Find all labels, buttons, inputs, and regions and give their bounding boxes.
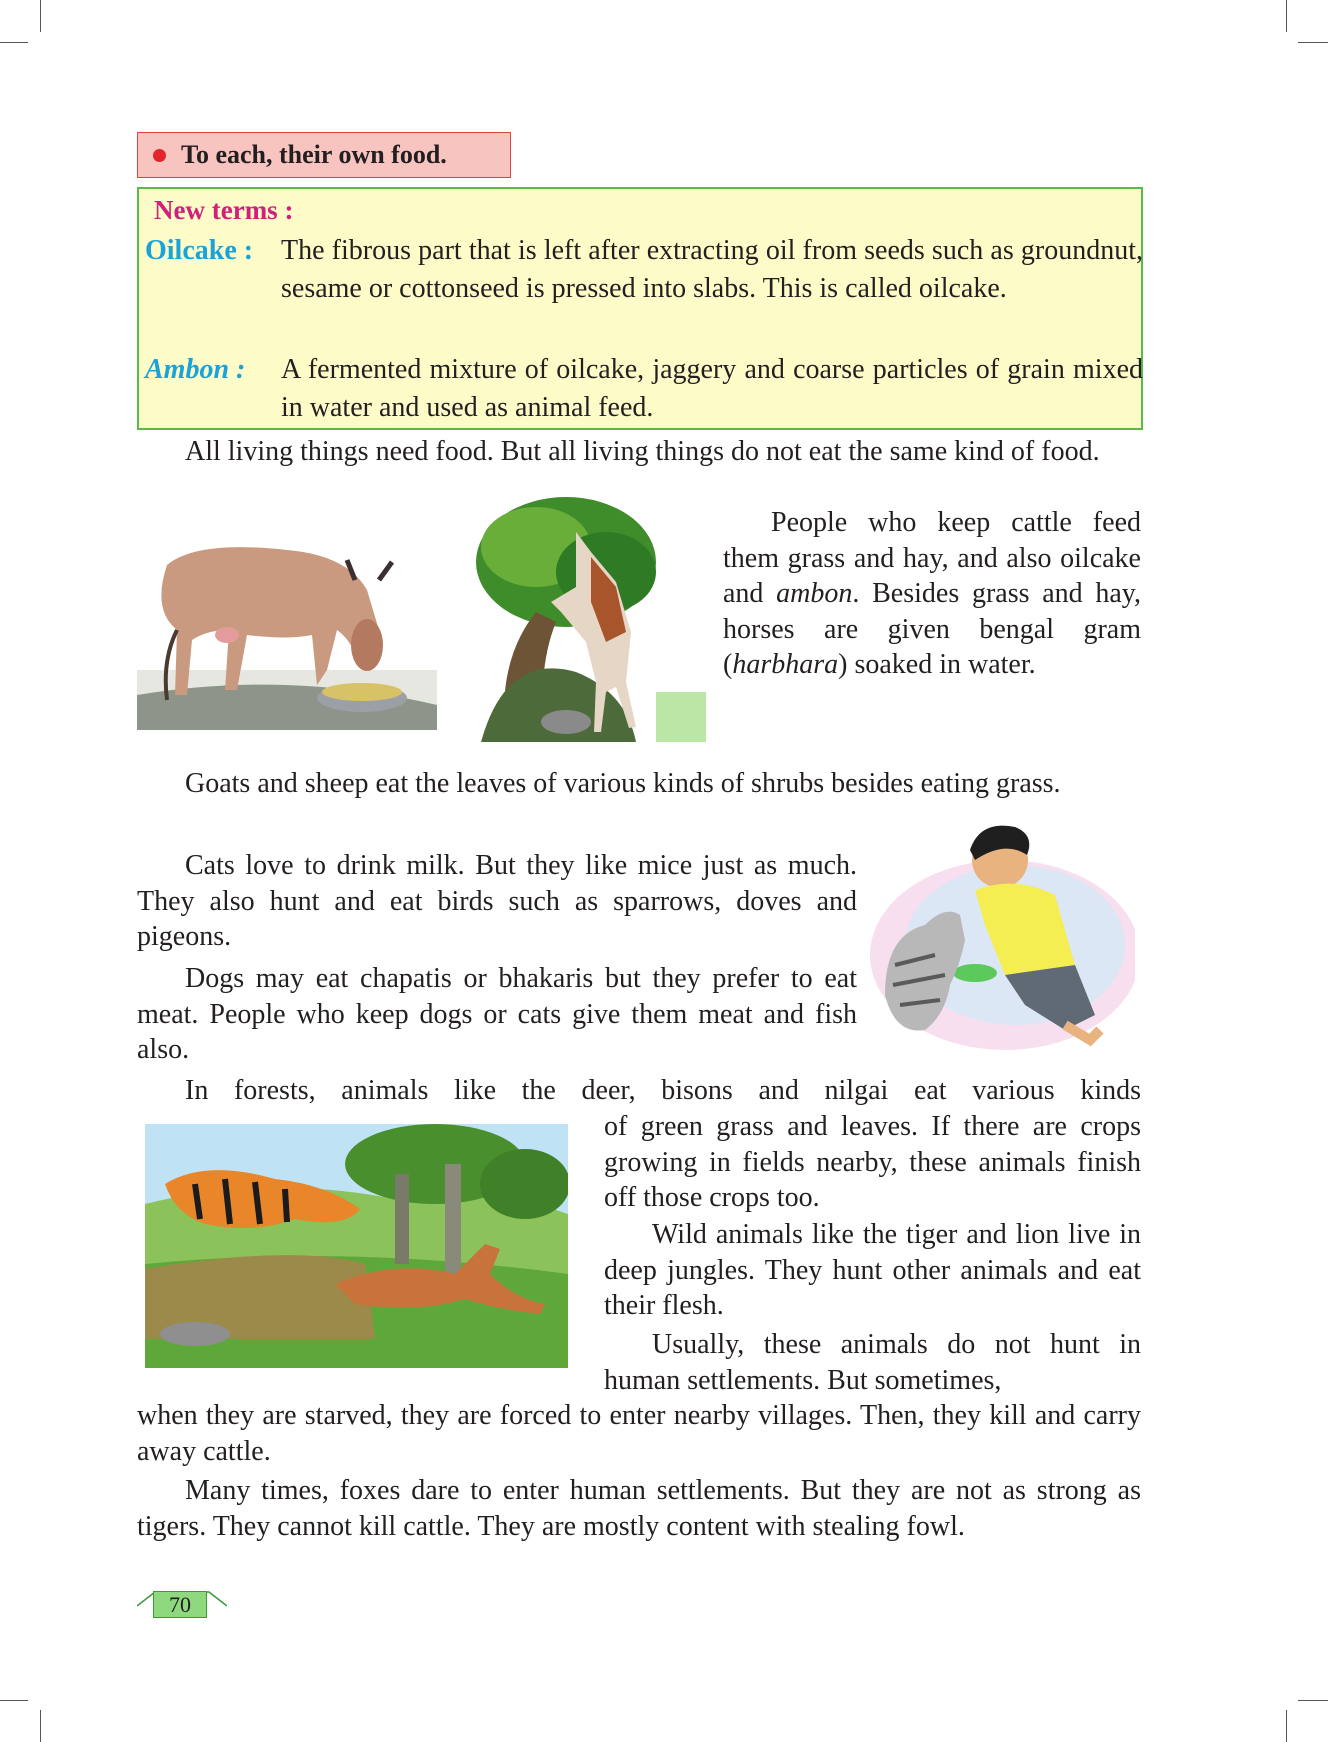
paragraph-text: ) soaked in water. bbox=[838, 649, 1036, 680]
paragraph: In forests, animals like the deer, bisons and nilgai eat various kinds bbox=[185, 1075, 1141, 1106]
term-label: Ambon : bbox=[145, 354, 246, 385]
crop-mark bbox=[40, 0, 41, 32]
crop-mark bbox=[1298, 1700, 1328, 1701]
new-terms-title: New terms : bbox=[154, 195, 294, 225]
page-number: 70 bbox=[153, 1591, 207, 1618]
term-definition: The fibrous part that is left after extracting oil from seeds such as groundnut, sesame or cottonseed is pressed into slabs. This is called oilcake. bbox=[281, 235, 1143, 304]
tiger-chasing-deer-illustration bbox=[145, 1124, 568, 1368]
crop-mark bbox=[1298, 42, 1328, 43]
paragraph: Many times, foxes dare to enter human settlements. But they are not as strong as tigers. They cannot kill cattle. They are mostly content with stealing fowl. bbox=[137, 1475, 1141, 1542]
crop-mark bbox=[1286, 1710, 1287, 1742]
paragraph-text: . Besides grass and hay, horses are given bengal gram ( bbox=[723, 578, 1141, 680]
paragraph-text: People who keep cattle feed them grass and hay, and also oilcake and bbox=[723, 507, 1141, 609]
term-definition: A fermented mixture of oilcake, jaggery and coarse particles of grain mixed in water and used as animal feed. bbox=[281, 354, 1143, 423]
crop-mark bbox=[0, 42, 28, 43]
paragraph: Wild animals like the tiger and lion live in deep jungles. They hunt other animals and eat their flesh. bbox=[604, 1219, 1141, 1321]
paragraph: Goats and sheep eat the leaves of various kinds of shrubs besides eating grass. bbox=[185, 768, 1061, 799]
term-oilcake bbox=[145, 232, 1143, 350]
paragraph-italic-term: ambon bbox=[776, 578, 853, 609]
crop-mark bbox=[0, 1700, 28, 1701]
cow-eating-illustration bbox=[137, 520, 437, 730]
paragraph: Usually, these animals do not hunt in human settlements. But sometimes, bbox=[604, 1329, 1141, 1396]
term-label: Oilcake : bbox=[145, 235, 254, 266]
paragraph: All living things need food. But all living things do not eat the same kind of food. bbox=[185, 436, 1100, 467]
boy-feeding-cat-illustration bbox=[865, 815, 1135, 1055]
section-heading-text: To each, their own food. bbox=[181, 140, 447, 169]
crop-mark bbox=[1286, 0, 1287, 32]
new-terms-box bbox=[137, 187, 1143, 430]
paragraph: when they are starved, they are forced to enter nearby villages. Then, they kill and carry away cattle. bbox=[137, 1400, 1141, 1467]
bullet-icon bbox=[153, 149, 166, 162]
paragraph: Cats love to drink milk. But they like mice just as much. They also hunt and eat birds such as sparrows, doves and pigeons. bbox=[137, 850, 857, 952]
paragraph: Dogs may eat chapatis or bhakaris but they prefer to eat meat. People who keep dogs or cats give them meat and fish also. bbox=[137, 963, 857, 1065]
paragraph bbox=[723, 505, 1141, 683]
page-number-badge bbox=[137, 1588, 227, 1620]
crop-mark bbox=[40, 1710, 41, 1742]
paragraph-italic-term: harbhara bbox=[732, 649, 839, 680]
paragraph: of green grass and leaves. If there are crops growing in fields nearby, these animals finish off those crops too. bbox=[604, 1111, 1141, 1213]
term-ambon bbox=[145, 351, 1143, 429]
section-heading bbox=[137, 132, 511, 178]
goat-eating-leaves-illustration bbox=[466, 492, 706, 742]
